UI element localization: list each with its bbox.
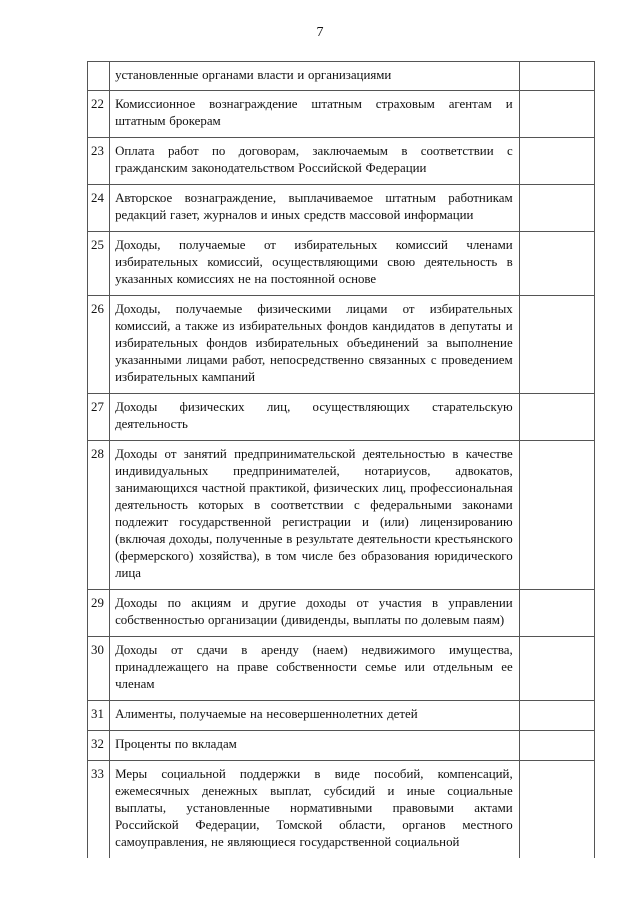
row-value-cell [519, 91, 594, 138]
table-row [88, 441, 595, 590]
row-value-cell [519, 731, 594, 761]
row-description: Алименты, получаемые на несовершеннолетних детей [110, 701, 520, 731]
row-number: 23 [88, 138, 110, 185]
row-number: 33 [88, 761, 110, 859]
table-row [88, 701, 595, 731]
row-description: Доходы от занятий предпринимательской деятельностью в качестве индивидуальных предпринимателей, нотариусов, адвокатов, занимающихся частной практикой, физических лиц, профессиональная деятельность которых в соответствии с федеральными законами подлежит государственной регистрации и (или) лицензированию (включая доходы, полученные в результате деятельности крестьянского (фермерского) хозяйства), в том числе без образования юридического лица [110, 441, 520, 590]
row-description: Меры социальной поддержки в виде пособий, компенсаций, ежемесячных денежных выплат, субсидий и иные социальные выплаты, установленные нормативными правовыми актами Российской Федерации, Томской области, органов местного самоуправления, не являющиеся государственной социальной [110, 761, 520, 859]
row-number: 26 [88, 296, 110, 394]
table-row [88, 637, 595, 701]
table-row [88, 394, 595, 441]
row-description: Доходы от сдачи в аренду (наем) недвижимого имущества, принадлежащего на праве собственности семье или отдельным ее членам [110, 637, 520, 701]
row-number: 31 [88, 701, 110, 731]
row-number: 24 [88, 185, 110, 232]
row-number: 30 [88, 637, 110, 701]
table-row [88, 296, 595, 394]
row-number: 29 [88, 590, 110, 637]
row-number: 27 [88, 394, 110, 441]
row-value-cell [519, 394, 594, 441]
row-value-cell [519, 701, 594, 731]
row-number: 22 [88, 91, 110, 138]
row-description: Проценты по вкладам [110, 731, 520, 761]
row-value-cell [519, 62, 594, 91]
row-description: Оплата работ по договорам, заключаемым в соответствии с гражданским законодательством Российской Федерации [110, 138, 520, 185]
row-value-cell [519, 441, 594, 590]
row-number [88, 62, 110, 91]
table-row [88, 232, 595, 296]
row-value-cell [519, 138, 594, 185]
income-table [87, 61, 595, 858]
row-number: 25 [88, 232, 110, 296]
row-value-cell [519, 232, 594, 296]
table-row [88, 731, 595, 761]
table-row [88, 761, 595, 859]
row-description: Доходы физических лиц, осуществляющих старательскую деятельность [110, 394, 520, 441]
row-description: установленные органами власти и организациями [110, 62, 520, 91]
table-row [88, 91, 595, 138]
row-number: 28 [88, 441, 110, 590]
row-description: Доходы, получаемые от избирательных комиссий членами избирательных комиссий, осуществляющими свою деятельность в указанных комиссиях не на постоянной основе [110, 232, 520, 296]
row-number: 32 [88, 731, 110, 761]
table-row [88, 185, 595, 232]
row-description: Авторское вознаграждение, выплачиваемое штатным работникам редакций газет, журналов и иных средств массовой информации [110, 185, 520, 232]
row-value-cell [519, 185, 594, 232]
row-value-cell [519, 637, 594, 701]
row-value-cell [519, 590, 594, 637]
row-value-cell [519, 296, 594, 394]
row-description: Доходы по акциям и другие доходы от участия в управлении собственностью организации (дивиденды, выплаты по долевым паям) [110, 590, 520, 637]
page-number: 7 [316, 25, 324, 40]
table-row [88, 62, 595, 91]
table-row [88, 138, 595, 185]
row-description: Доходы, получаемые физическими лицами от избирательных комиссий, а также из избирательных фондов кандидатов в депутаты и избирательных фондов избирательных объединений за выполнение указанными лицами работ, непосредственно связанных с проведением избирательных кампаний [110, 296, 520, 394]
row-value-cell [519, 761, 594, 859]
row-description: Комиссионное вознаграждение штатным страховым агентам и штатным брокерам [110, 91, 520, 138]
table-row [88, 590, 595, 637]
